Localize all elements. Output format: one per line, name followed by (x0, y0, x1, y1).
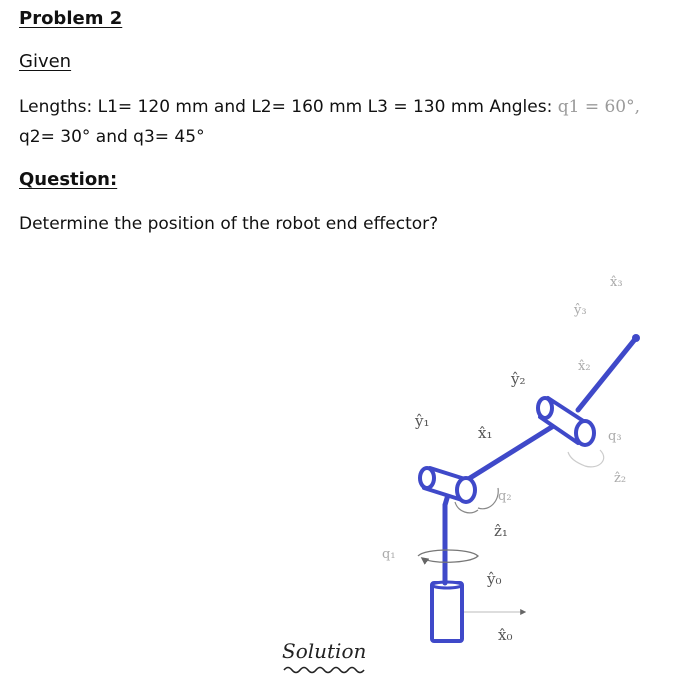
given-q1-text: q1 = 60°, (557, 97, 641, 117)
question-text: Determine the position of the robot end effector? (19, 214, 439, 234)
link-3 (578, 338, 636, 410)
y0-label: ŷ₀ (487, 570, 502, 588)
x3-label: x̂₃ (610, 275, 623, 290)
x1-label: x̂₁ (478, 424, 493, 442)
q2-rotation-arrow (478, 488, 498, 509)
y1-label: ŷ₁ (415, 412, 430, 430)
x2-label: x̂₂ (578, 359, 591, 374)
given-line-2: q2= 30° and q3= 45° (19, 127, 205, 147)
y2-label: ŷ₂ (511, 370, 526, 388)
x0-label: x̂₀ (498, 626, 513, 644)
solution-underline (284, 668, 364, 673)
base-joint (432, 582, 462, 641)
q1-label: q₁ (382, 547, 396, 562)
z2-label: ẑ₂ (614, 471, 627, 486)
joint-2 (420, 468, 475, 502)
given-heading: Given (19, 51, 72, 72)
solution-note: Solution (282, 639, 367, 663)
problem-title: Problem 2 (19, 8, 123, 29)
question-heading: Question: (19, 169, 118, 190)
q3-label: q₃ (608, 429, 622, 444)
joint-3 (538, 398, 594, 445)
y3-label: ŷ₃ (574, 303, 587, 318)
q1-rotation-arrow (418, 550, 478, 562)
q2-label: q₂ (498, 489, 512, 504)
given-lengths-text: Lengths: L1= 120 mm and L2= 160 mm L3 = 130 mm Angles: (19, 97, 558, 117)
q3-rotation-arrow (568, 450, 604, 467)
end-effector (632, 334, 640, 342)
z1-label: ẑ₁ (494, 522, 508, 540)
